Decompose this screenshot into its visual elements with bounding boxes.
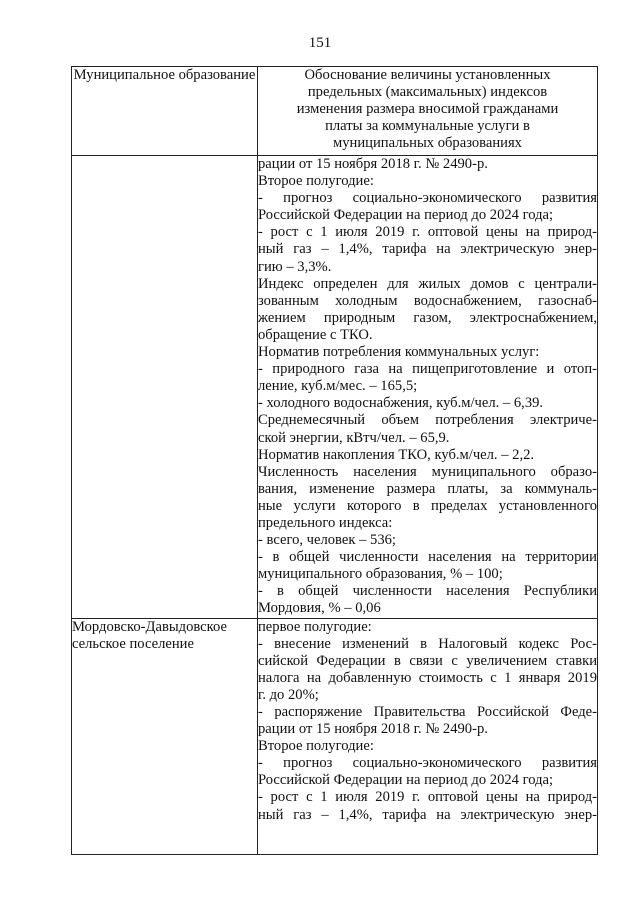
text-line: ные услуги которого в пределах установленного	[258, 497, 597, 514]
text-line: - рост с 1 июля 2019 г. оптовой цены на природ-	[258, 789, 597, 806]
text-line: - прогноз социально-экономического развития	[258, 190, 597, 207]
tariff-justification-table	[71, 66, 598, 855]
header-justification	[258, 67, 598, 156]
text-line: вания, изменение размера платы, за коммуналь-	[258, 480, 597, 497]
text-line: муниципального образования, % – 100;	[258, 566, 503, 583]
text-line: - природного газа на пищеприготовление и отоп-	[258, 361, 597, 378]
text-line: - прогноз социально-экономического развития	[258, 755, 597, 772]
text-line: сийской Федерации в связи с увеличением ставки	[258, 652, 597, 669]
text-line: Российской Федерации на период до 2024 года;	[258, 772, 554, 789]
table-row	[72, 618, 598, 854]
text-line: Норматив накопления ТКО, куб.м/чел. – 2,2.	[258, 446, 535, 463]
page-number: 151	[308, 35, 332, 51]
text-line: обращение с ТКО.	[258, 326, 373, 343]
header-line: платы за коммунальные услуги в	[325, 118, 530, 135]
text-line: первое полугодие:	[258, 618, 372, 635]
text-line: налога на добавленную стоимость с 1 января 2019	[258, 669, 597, 686]
table-header-row	[72, 67, 598, 156]
text-line: Среднемесячный объем потребления электриче-	[258, 412, 597, 429]
text-line: - рост с 1 июля 2019 г. оптовой цены на природ-	[258, 224, 597, 241]
text-line: - распоряжение Правительства Российской Феде-	[258, 704, 597, 720]
text-line: ление, куб.м/мес. – 165,5;	[258, 378, 418, 395]
text-line: Мордовия, % – 0,06	[258, 600, 381, 617]
text-line: Второе полугодие:	[258, 173, 374, 190]
text-line: - внесение изменений в Налоговый кодекс Рос-	[258, 635, 597, 652]
text-line: рации от 15 ноября 2018 г. № 2490-р.	[258, 156, 488, 172]
header-line: предельных (максимальных) индексов	[307, 84, 548, 101]
justification-cell	[258, 156, 598, 619]
header-line: Обоснование величины установленных	[304, 67, 551, 83]
text-line: Численность населения муниципального образо-	[258, 463, 597, 480]
text-line: ской энергии, кВтч/чел. – 65,9.	[258, 429, 450, 446]
text-line: гию – 3,3%.	[258, 258, 332, 275]
text-line: предельного индекса:	[258, 514, 393, 531]
text-line: - в общей численности населения Республики	[258, 583, 597, 600]
text-line: Норматив потребления коммунальных услуг:	[258, 344, 540, 361]
text-line: Индекс определен для жилых домов с централи-	[258, 275, 597, 292]
text-line: Второе полугодие:	[258, 738, 374, 755]
text-line: зованным холодным водоснабжением, газоснаб-	[258, 292, 597, 309]
table-row	[72, 156, 598, 619]
text-line: - всего, человек – 536;	[258, 532, 396, 549]
header-line: изменения размера вносимой гражданами	[296, 101, 559, 118]
text-line: - в общей численности населения на территории	[258, 549, 597, 566]
text-line: г. до 20%;	[258, 686, 319, 703]
text-line: Российской Федерации на период до 2024 года;	[258, 207, 554, 224]
header-municipality: Муниципальное образование	[72, 67, 258, 156]
text-line: рации от 15 ноября 2018 г. № 2490-р.	[258, 721, 488, 738]
text-line: ный газ – 1,4%, тарифа на электрическую энер-	[258, 806, 597, 823]
text-line: жением природным газом, электроснабжением,	[258, 309, 597, 326]
municipality-cell: Мордовско-Давыдовское сельское поселение	[72, 618, 258, 854]
municipality-cell	[72, 156, 258, 619]
justification-cell	[258, 618, 598, 854]
text-line: - холодного водоснабжения, куб.м/чел. – 6,39.	[258, 395, 544, 412]
header-line: муниципальных образованиях	[333, 135, 522, 152]
text-line: ный газ – 1,4%, тарифа на электрическую энер-	[258, 241, 597, 258]
